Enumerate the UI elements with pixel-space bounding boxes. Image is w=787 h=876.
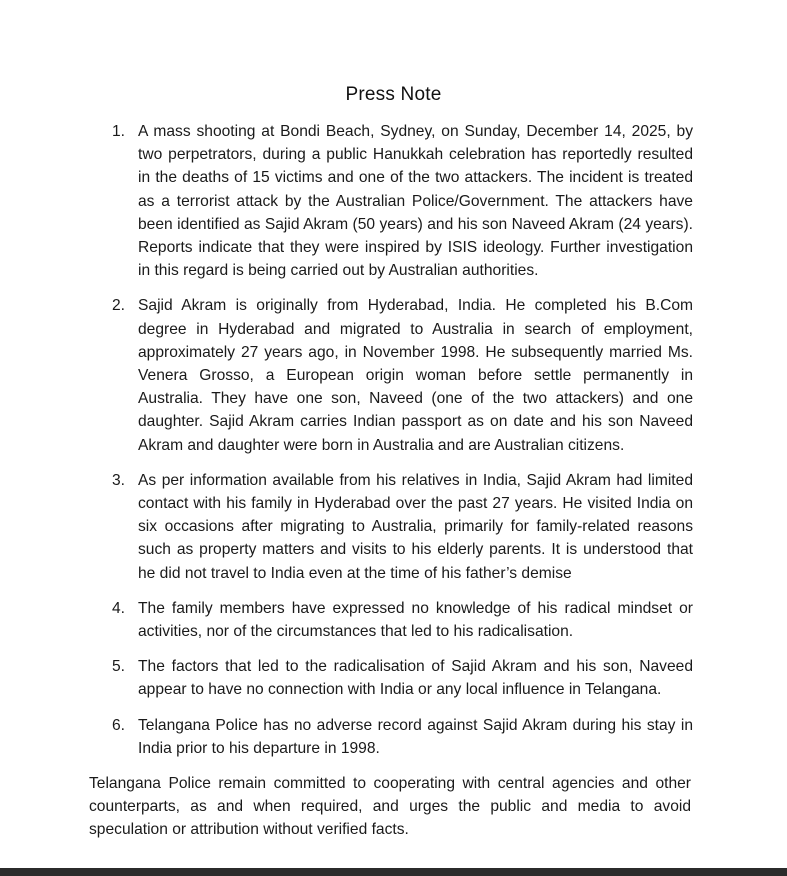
item-text: Telangana Police has no adverse record against Sajid Akram during his stay in India prior to his departure in 1998. — [138, 716, 693, 757]
item-number: 6. — [112, 716, 126, 734]
press-note-list — [108, 120, 693, 772]
page-title: Press Note — [345, 84, 442, 105]
item-number: 1. — [112, 123, 126, 140]
list-item — [108, 714, 693, 760]
item-text: The family members have expressed no knowledge of his radical mindset or activities, nor of the circumstances that led to his radicalisation. — [138, 599, 693, 641]
item-number: 2. — [112, 297, 126, 315]
list-item — [108, 655, 693, 701]
item-number: 5. — [112, 658, 126, 676]
item-text: Sajid Akram is originally from Hyderabad, India. He completed his B.Com degree in Hyderabad and migrated to Australia in search of employment, approximately 27 years ago, in November 1998. He subsequently married Ms. Venera Grosso, a European origin woman before settle permanently in Australia. They have one son, Naveed (one of the two attackers) and one daughter. Sajid Akram carries Indian passport as on date and his son Naveed Akram and daughter were born in Australia and are Australian citizens. — [138, 297, 693, 454]
closing-paragraph: Telangana Police remain committed to cooperating with central agencies and other counterparts, as and when required, and urges the public and media to avoid speculation or attribution without verified facts. — [89, 774, 691, 838]
item-text: As per information available from his relatives in India, Sajid Akram had limited contact with his family in Hyderabad over the past 27 years. He visited India on six occasions after migrating to Australia, primarily for family-related reasons such as property matters and visits to his elderly parents. It is understood that he did not travel to India even at the time of his father’s demise — [138, 471, 693, 582]
item-number: 3. — [112, 471, 126, 489]
item-text: The factors that led to the radicalisation of Sajid Akram and his son, Naveed appear to have no connection with India or any local influence in Telangana. — [138, 658, 693, 699]
item-text: A mass shooting at Bondi Beach, Sydney, on Sunday, December 14, 2025, by two perpetrators, during a public Hanukkah celebration has reportedly resulted in the deaths of 15 victims and one of the two attackers. The incident is treated as a terrorist attack by the Australian Police/Government. The attackers have been identified as Sajid Akram (50 years) and his son Naveed Akram (24 years). Reports indicate that they were inspired by ISIS ideology. Further investigation in this regard is being carried out by Australian authorities. — [138, 123, 693, 280]
list-item — [108, 294, 693, 456]
list-item — [108, 120, 693, 282]
list-item — [108, 597, 693, 643]
item-number: 4. — [112, 599, 126, 617]
list-item — [108, 469, 693, 585]
page-bottom-edge — [0, 868, 787, 876]
